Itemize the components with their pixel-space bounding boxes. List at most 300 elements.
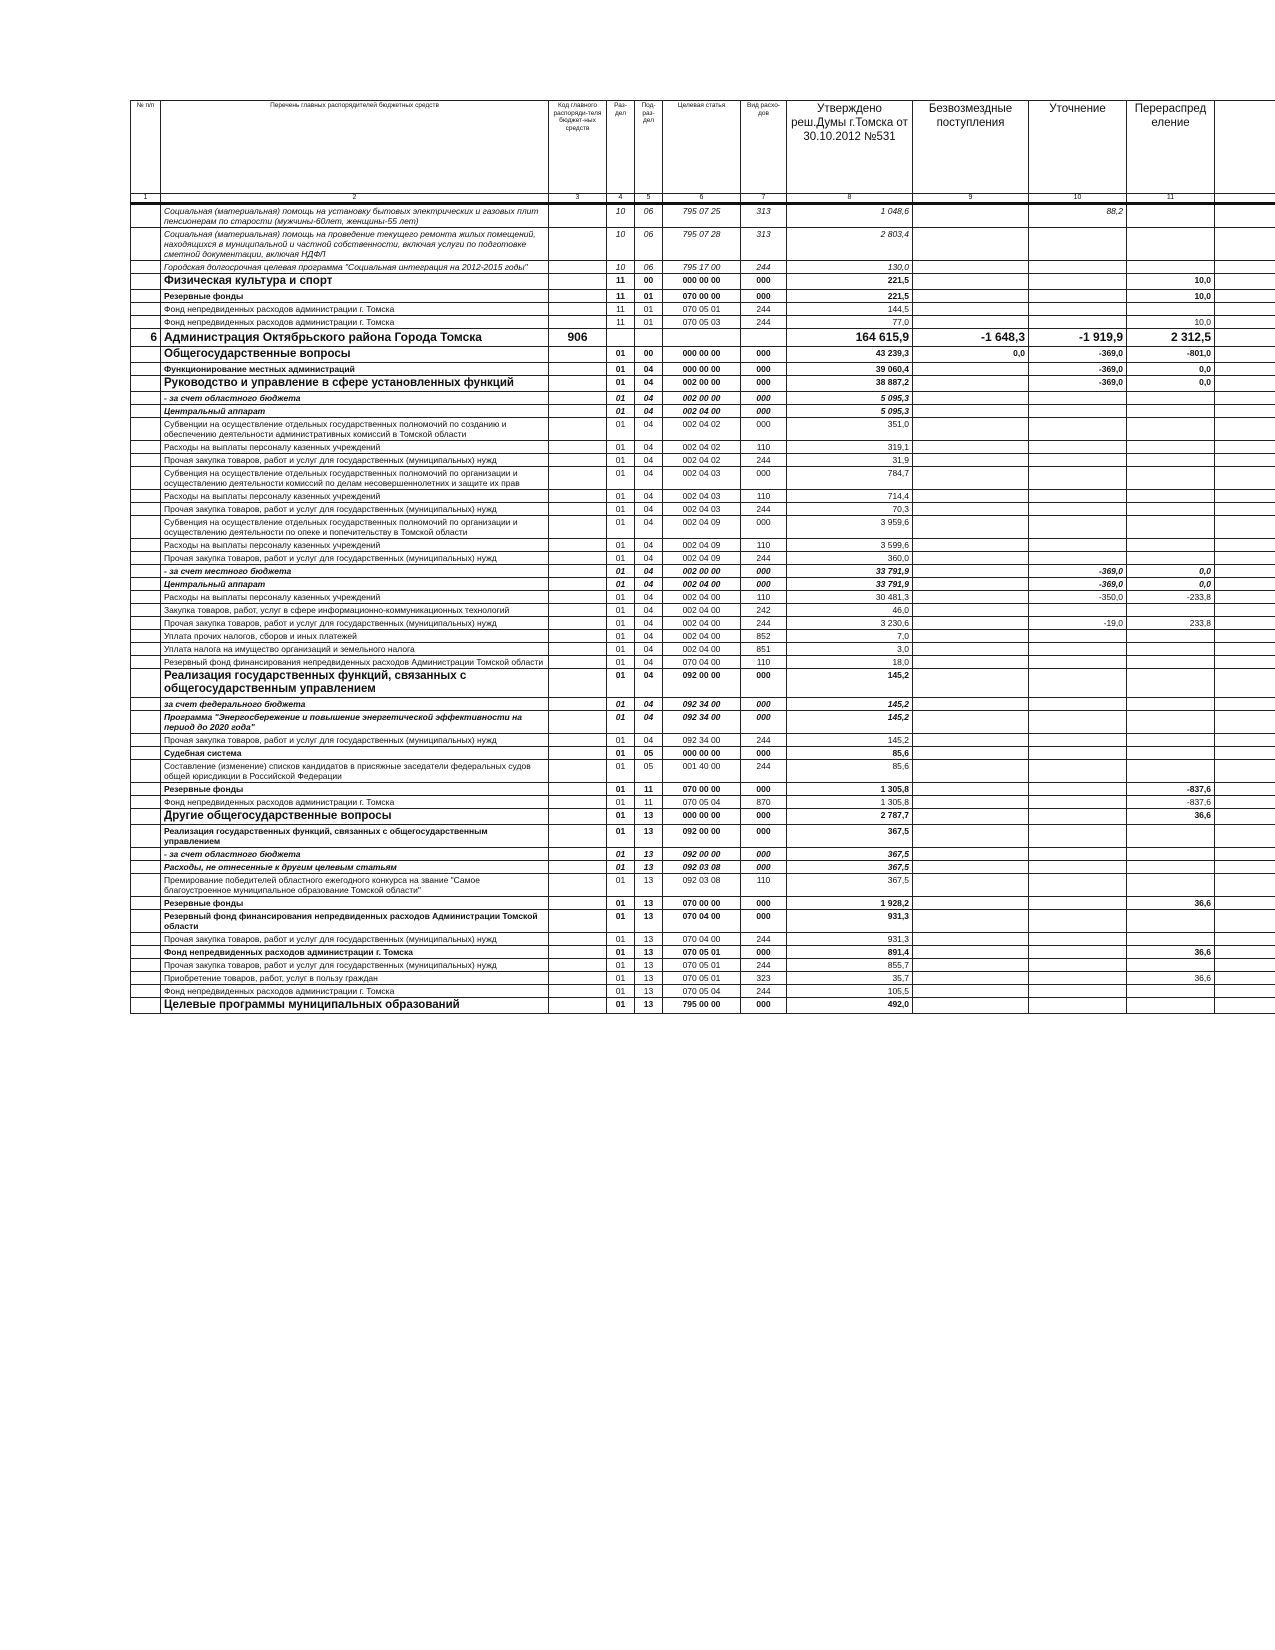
row-vid: 851 <box>741 643 787 656</box>
row-utverzhdeno: 367,5 <box>787 861 913 874</box>
row-bezvozmezdnye <box>913 376 1029 392</box>
row-utverzhdeno: 85,6 <box>787 747 913 760</box>
row-number <box>131 228 161 261</box>
header-razdel: Раз-дел <box>607 101 635 194</box>
row-extra <box>1215 441 1275 454</box>
row-kod: 906 <box>549 329 607 347</box>
row-podrazdel: 04 <box>635 503 663 516</box>
row-bezvozmezdnye <box>913 897 1029 910</box>
row-bezvozmezdnye <box>913 946 1029 959</box>
table-row <box>131 591 1275 604</box>
table-row <box>131 698 1275 711</box>
row-utverzhdeno: 3 230,6 <box>787 617 913 630</box>
row-number <box>131 405 161 418</box>
row-bezvozmezdnye <box>913 490 1029 503</box>
table-row <box>131 503 1275 516</box>
row-utverzhdeno: 30 481,3 <box>787 591 913 604</box>
row-kod <box>549 848 607 861</box>
row-utochnenie <box>1029 274 1127 290</box>
row-kod <box>549 910 607 933</box>
row-pereraspredelenie <box>1127 643 1215 656</box>
row-razdel: 01 <box>607 467 635 490</box>
header-celevaya: Целевая статья <box>663 101 741 194</box>
row-name: Фонд непредвиденных расходов администрации г. Томска <box>161 316 549 329</box>
table-row <box>131 998 1275 1014</box>
row-extra <box>1215 274 1275 290</box>
row-podrazdel: 13 <box>635 946 663 959</box>
row-utverzhdeno: 1 928,2 <box>787 897 913 910</box>
row-podrazdel: 04 <box>635 669 663 698</box>
row-vid: 244 <box>741 303 787 316</box>
row-podrazdel: 01 <box>635 303 663 316</box>
row-bezvozmezdnye <box>913 565 1029 578</box>
row-celevaya: 795 17 00 <box>663 261 741 274</box>
row-name: Уплата налога на имущество организаций и земельного налога <box>161 643 549 656</box>
row-bezvozmezdnye <box>913 998 1029 1014</box>
row-name: Резервные фонды <box>161 783 549 796</box>
table-row <box>131 467 1275 490</box>
row-name: Центральный аппарат <box>161 578 549 591</box>
row-razdel: 01 <box>607 656 635 669</box>
table-row <box>131 747 1275 760</box>
row-kod <box>549 418 607 441</box>
row-name: Социальная (материальная) помощь на установку бытовых электрических и газовых плит пенсионерам по старости (мужчины-60лет, женщины-55 лет) <box>161 204 549 228</box>
row-podrazdel: 04 <box>635 734 663 747</box>
row-celevaya: 070 05 01 <box>663 303 741 316</box>
row-celevaya: 002 04 09 <box>663 552 741 565</box>
row-vid: 244 <box>741 734 787 747</box>
row-celevaya: 092 34 00 <box>663 711 741 734</box>
col-num: 7 <box>741 194 787 204</box>
row-name: Резервный фонд финансирования непредвиденных расходов Администрации Томской области <box>161 910 549 933</box>
row-name: Расходы на выплаты персоналу казенных учреждений <box>161 591 549 604</box>
row-pereraspredelenie: 10,0 <box>1127 274 1215 290</box>
row-number <box>131 316 161 329</box>
row-utverzhdeno: 931,3 <box>787 933 913 946</box>
row-kod <box>549 656 607 669</box>
row-extra <box>1215 760 1275 783</box>
col-num: 6 <box>663 194 741 204</box>
row-kod <box>549 796 607 809</box>
row-utverzhdeno: 367,5 <box>787 874 913 897</box>
row-podrazdel <box>635 329 663 347</box>
row-kod <box>549 959 607 972</box>
row-number <box>131 539 161 552</box>
row-podrazdel: 04 <box>635 630 663 643</box>
row-utverzhdeno: 360,0 <box>787 552 913 565</box>
row-utverzhdeno: 33 791,9 <box>787 565 913 578</box>
table-row <box>131 848 1275 861</box>
row-vid: 000 <box>741 998 787 1014</box>
row-bezvozmezdnye <box>913 669 1029 698</box>
row-bezvozmezdnye <box>913 698 1029 711</box>
row-number <box>131 392 161 405</box>
row-extra <box>1215 363 1275 376</box>
row-utochnenie <box>1029 747 1127 760</box>
row-celevaya: 795 00 00 <box>663 998 741 1014</box>
row-celevaya: 002 00 00 <box>663 565 741 578</box>
row-extra <box>1215 591 1275 604</box>
table-header <box>131 101 1275 204</box>
row-bezvozmezdnye <box>913 392 1029 405</box>
row-extra <box>1215 985 1275 998</box>
row-bezvozmezdnye <box>913 274 1029 290</box>
row-vid: 000 <box>741 363 787 376</box>
row-vid: 110 <box>741 591 787 604</box>
row-razdel: 01 <box>607 698 635 711</box>
row-kod <box>549 565 607 578</box>
row-utochnenie <box>1029 669 1127 698</box>
row-razdel: 01 <box>607 347 635 363</box>
row-utochnenie <box>1029 946 1127 959</box>
row-celevaya <box>663 329 741 347</box>
row-number <box>131 552 161 565</box>
row-celevaya: 000 00 00 <box>663 274 741 290</box>
row-utverzhdeno: 7,0 <box>787 630 913 643</box>
row-celevaya: 092 34 00 <box>663 734 741 747</box>
row-celevaya: 070 05 01 <box>663 972 741 985</box>
row-razdel: 01 <box>607 405 635 418</box>
row-number <box>131 578 161 591</box>
row-podrazdel: 04 <box>635 656 663 669</box>
table-row <box>131 405 1275 418</box>
row-pereraspredelenie <box>1127 392 1215 405</box>
row-celevaya: 092 03 08 <box>663 874 741 897</box>
row-celevaya: 002 04 09 <box>663 516 741 539</box>
row-razdel: 01 <box>607 711 635 734</box>
row-bezvozmezdnye <box>913 261 1029 274</box>
row-utochnenie <box>1029 303 1127 316</box>
row-vid: 110 <box>741 656 787 669</box>
row-utverzhdeno: 144,5 <box>787 303 913 316</box>
row-kod <box>549 825 607 848</box>
row-pereraspredelenie: 0,0 <box>1127 565 1215 578</box>
row-celevaya: 070 04 00 <box>663 933 741 946</box>
row-razdel: 01 <box>607 959 635 972</box>
row-utverzhdeno: 35,7 <box>787 972 913 985</box>
row-pereraspredelenie <box>1127 228 1215 261</box>
row-name: Функционирование местных администраций <box>161 363 549 376</box>
row-razdel: 01 <box>607 897 635 910</box>
row-number <box>131 933 161 946</box>
row-celevaya: 092 03 08 <box>663 861 741 874</box>
budget-table <box>130 100 1275 1014</box>
row-podrazdel: 00 <box>635 274 663 290</box>
row-number <box>131 441 161 454</box>
row-number <box>131 376 161 392</box>
row-bezvozmezdnye <box>913 591 1029 604</box>
table-row <box>131 516 1275 539</box>
row-podrazdel: 04 <box>635 604 663 617</box>
row-kod <box>549 711 607 734</box>
row-extra <box>1215 490 1275 503</box>
row-number <box>131 985 161 998</box>
row-celevaya: 070 05 01 <box>663 946 741 959</box>
row-pereraspredelenie <box>1127 204 1215 228</box>
row-podrazdel: 04 <box>635 516 663 539</box>
row-kod <box>549 874 607 897</box>
table-row <box>131 946 1275 959</box>
row-name: Фонд непредвиденных расходов администрации г. Томска <box>161 303 549 316</box>
row-kod <box>549 392 607 405</box>
row-vid: 244 <box>741 552 787 565</box>
row-podrazdel: 11 <box>635 796 663 809</box>
row-razdel: 11 <box>607 316 635 329</box>
row-number <box>131 959 161 972</box>
row-utochnenie: -1 919,9 <box>1029 329 1127 347</box>
row-vid: 110 <box>741 539 787 552</box>
row-kod <box>549 552 607 565</box>
row-utverzhdeno: 3 599,6 <box>787 539 913 552</box>
row-kod <box>549 604 607 617</box>
row-name: Прочая закупка товаров, работ и услуг для государственных (муниципальных) нужд <box>161 503 549 516</box>
row-vid: 000 <box>741 848 787 861</box>
row-kod <box>549 783 607 796</box>
row-vid: 313 <box>741 204 787 228</box>
row-utverzhdeno: 85,6 <box>787 760 913 783</box>
table-row <box>131 392 1275 405</box>
header-extra <box>1215 101 1275 194</box>
row-bezvozmezdnye <box>913 552 1029 565</box>
row-name: Резервные фонды <box>161 897 549 910</box>
col-num: 8 <box>787 194 913 204</box>
row-utverzhdeno: 18,0 <box>787 656 913 669</box>
row-podrazdel: 13 <box>635 985 663 998</box>
row-utverzhdeno: 33 791,9 <box>787 578 913 591</box>
row-number <box>131 698 161 711</box>
row-celevaya: 002 00 00 <box>663 392 741 405</box>
row-vid: 000 <box>741 392 787 405</box>
row-vid: 000 <box>741 698 787 711</box>
row-extra <box>1215 604 1275 617</box>
row-podrazdel: 04 <box>635 539 663 552</box>
row-number <box>131 467 161 490</box>
row-vid: 000 <box>741 910 787 933</box>
row-utverzhdeno: 367,5 <box>787 848 913 861</box>
row-vid: 000 <box>741 376 787 392</box>
table-row <box>131 809 1275 825</box>
row-pereraspredelenie <box>1127 604 1215 617</box>
row-number <box>131 516 161 539</box>
row-pereraspredelenie <box>1127 539 1215 552</box>
row-bezvozmezdnye <box>913 848 1029 861</box>
row-podrazdel: 05 <box>635 760 663 783</box>
row-extra <box>1215 316 1275 329</box>
row-extra <box>1215 946 1275 959</box>
row-name: Закупка товаров, работ, услуг в сфере информационно-коммуникационных технологий <box>161 604 549 617</box>
row-utochnenie: 88,2 <box>1029 204 1127 228</box>
row-utochnenie <box>1029 760 1127 783</box>
row-bezvozmezdnye <box>913 290 1029 303</box>
row-bezvozmezdnye <box>913 796 1029 809</box>
row-kod <box>549 376 607 392</box>
row-razdel: 01 <box>607 669 635 698</box>
row-utverzhdeno: 5 095,3 <box>787 392 913 405</box>
row-vid: 110 <box>741 874 787 897</box>
row-celevaya: 001 40 00 <box>663 760 741 783</box>
row-utochnenie <box>1029 604 1127 617</box>
row-utochnenie: -19,0 <box>1029 617 1127 630</box>
row-vid: 000 <box>741 347 787 363</box>
row-name: Городская долгосрочная целевая программа "Социальная интеграция на 2012-2015 годы" <box>161 261 549 274</box>
row-extra <box>1215 861 1275 874</box>
row-razdel: 01 <box>607 441 635 454</box>
row-number <box>131 809 161 825</box>
table-row <box>131 578 1275 591</box>
header-utverzhdeno: Утверждено реш.Думы г.Томска от 30.10.2012 №531 <box>787 101 913 194</box>
row-celevaya: 002 04 00 <box>663 405 741 418</box>
row-bezvozmezdnye: 0,0 <box>913 347 1029 363</box>
row-pereraspredelenie <box>1127 760 1215 783</box>
row-utochnenie <box>1029 392 1127 405</box>
row-number <box>131 897 161 910</box>
row-razdel: 01 <box>607 946 635 959</box>
row-podrazdel: 04 <box>635 405 663 418</box>
row-number <box>131 503 161 516</box>
row-kod <box>549 261 607 274</box>
row-pereraspredelenie <box>1127 698 1215 711</box>
row-pereraspredelenie <box>1127 467 1215 490</box>
row-kod <box>549 347 607 363</box>
row-celevaya: 002 04 03 <box>663 467 741 490</box>
row-bezvozmezdnye <box>913 405 1029 418</box>
table-row <box>131 617 1275 630</box>
row-podrazdel: 13 <box>635 874 663 897</box>
row-utverzhdeno: 3,0 <box>787 643 913 656</box>
row-razdel: 01 <box>607 747 635 760</box>
row-utverzhdeno: 164 615,9 <box>787 329 913 347</box>
row-podrazdel: 04 <box>635 617 663 630</box>
row-extra <box>1215 656 1275 669</box>
row-utochnenie: -369,0 <box>1029 578 1127 591</box>
row-utochnenie <box>1029 630 1127 643</box>
row-extra <box>1215 630 1275 643</box>
table-row <box>131 376 1275 392</box>
row-utochnenie <box>1029 698 1127 711</box>
row-number <box>131 998 161 1014</box>
row-utochnenie <box>1029 228 1127 261</box>
row-utochnenie <box>1029 405 1127 418</box>
row-extra <box>1215 734 1275 747</box>
row-bezvozmezdnye <box>913 783 1029 796</box>
row-podrazdel: 04 <box>635 591 663 604</box>
table-row <box>131 363 1275 376</box>
row-utverzhdeno: 2 803,4 <box>787 228 913 261</box>
row-kod <box>549 290 607 303</box>
row-celevaya: 000 00 00 <box>663 363 741 376</box>
row-name: Прочая закупка товаров, работ и услуг для государственных (муниципальных) нужд <box>161 617 549 630</box>
table-row <box>131 204 1275 228</box>
row-razdel: 01 <box>607 861 635 874</box>
row-kod <box>549 467 607 490</box>
row-utochnenie: -369,0 <box>1029 565 1127 578</box>
table-row <box>131 329 1275 347</box>
row-extra <box>1215 809 1275 825</box>
row-celevaya: 002 04 02 <box>663 454 741 467</box>
row-name: Реализация государственных функций, связанных с общегосударственным управлением <box>161 825 549 848</box>
row-kod <box>549 490 607 503</box>
row-extra <box>1215 643 1275 656</box>
table-row <box>131 228 1275 261</box>
row-celevaya: 092 00 00 <box>663 669 741 698</box>
table-row <box>131 760 1275 783</box>
row-celevaya: 070 04 00 <box>663 910 741 933</box>
row-name: Фонд непредвиденных расходов администрации г. Томска <box>161 796 549 809</box>
row-extra <box>1215 910 1275 933</box>
row-celevaya: 070 05 04 <box>663 985 741 998</box>
row-razdel: 01 <box>607 617 635 630</box>
col-num: 1 <box>131 194 161 204</box>
row-extra <box>1215 565 1275 578</box>
row-podrazdel: 06 <box>635 261 663 274</box>
row-utochnenie <box>1029 848 1127 861</box>
row-vid: 000 <box>741 897 787 910</box>
row-utverzhdeno: 145,2 <box>787 669 913 698</box>
row-utochnenie <box>1029 454 1127 467</box>
row-utochnenie <box>1029 711 1127 734</box>
row-razdel: 11 <box>607 290 635 303</box>
row-pereraspredelenie <box>1127 516 1215 539</box>
row-pereraspredelenie <box>1127 861 1215 874</box>
row-razdel: 01 <box>607 848 635 861</box>
row-extra <box>1215 503 1275 516</box>
row-razdel: 01 <box>607 933 635 946</box>
row-celevaya: 002 04 00 <box>663 604 741 617</box>
row-razdel: 01 <box>607 874 635 897</box>
row-utverzhdeno: 39 060,4 <box>787 363 913 376</box>
row-vid: 000 <box>741 783 787 796</box>
row-pereraspredelenie <box>1127 998 1215 1014</box>
row-utverzhdeno: 43 239,3 <box>787 347 913 363</box>
row-pereraspredelenie: 36,6 <box>1127 972 1215 985</box>
row-name: Программа "Энергосбережение и повышение энергетической эффективности на период до 2020 года" <box>161 711 549 734</box>
row-number <box>131 711 161 734</box>
row-name: - за счет местного бюджета <box>161 565 549 578</box>
row-utochnenie <box>1029 539 1127 552</box>
row-kod <box>549 630 607 643</box>
row-razdel: 01 <box>607 565 635 578</box>
row-razdel: 01 <box>607 604 635 617</box>
row-number <box>131 861 161 874</box>
row-podrazdel: 04 <box>635 490 663 503</box>
row-name: Общегосударственные вопросы <box>161 347 549 363</box>
col-num: 5 <box>635 194 663 204</box>
row-extra <box>1215 261 1275 274</box>
row-pereraspredelenie: 10,0 <box>1127 316 1215 329</box>
row-name: Прочая закупка товаров, работ и услуг для государственных (муниципальных) нужд <box>161 552 549 565</box>
col-num: 4 <box>607 194 635 204</box>
row-number <box>131 454 161 467</box>
row-bezvozmezdnye <box>913 933 1029 946</box>
row-pereraspredelenie: 0,0 <box>1127 376 1215 392</box>
table-row <box>131 959 1275 972</box>
table-row <box>131 783 1275 796</box>
header-utochnenie: Уточнение <box>1029 101 1127 194</box>
row-utochnenie <box>1029 861 1127 874</box>
table-row <box>131 539 1275 552</box>
row-extra <box>1215 874 1275 897</box>
row-razdel: 01 <box>607 454 635 467</box>
row-podrazdel: 04 <box>635 454 663 467</box>
row-utochnenie <box>1029 490 1127 503</box>
row-razdel: 01 <box>607 363 635 376</box>
row-number <box>131 630 161 643</box>
row-kod <box>549 985 607 998</box>
row-kod <box>549 669 607 698</box>
header-vid: Вид расхо-дов <box>741 101 787 194</box>
row-extra <box>1215 516 1275 539</box>
row-celevaya: 002 04 03 <box>663 490 741 503</box>
